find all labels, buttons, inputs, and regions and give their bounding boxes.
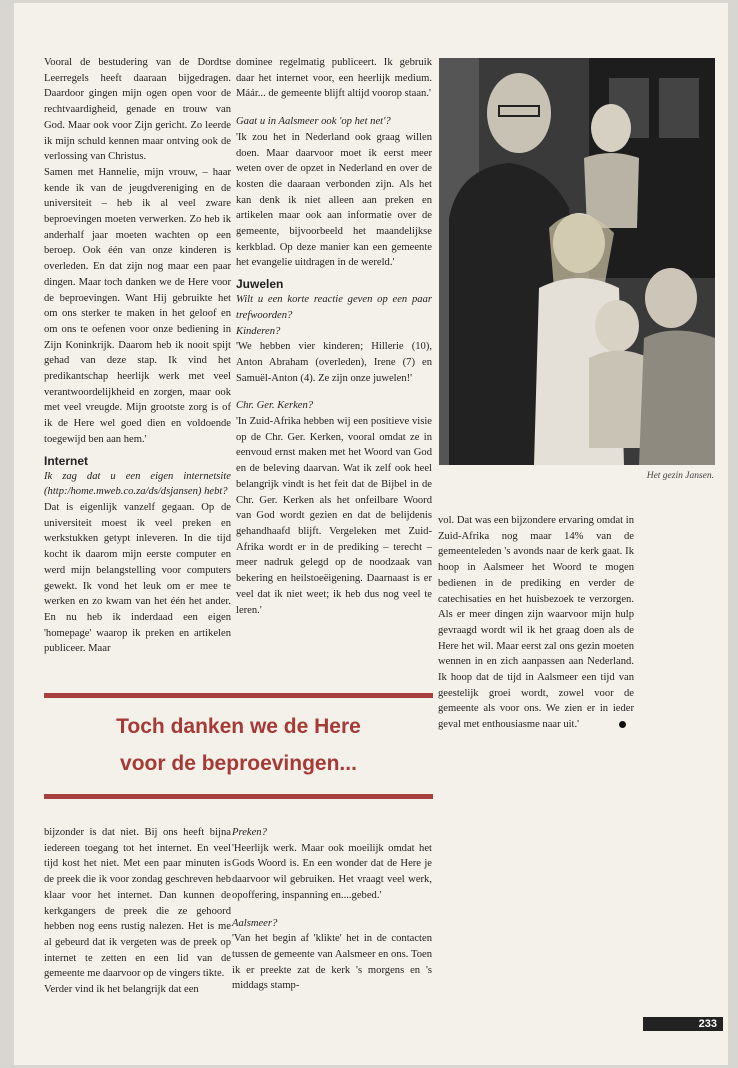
section-heading-juwelen: Juwelen [236, 277, 284, 292]
paragraph: Dat is eigenlijk vanzelf gegaan. Op de universiteit moest ik veel preken en werkstukken getypt inleveren. In die tijd kocht ik daarom mijn eerste computer en werd mijn belangstelling voor computers gewekt. Ik vond het leuk om er mee te werken en zo kwam van het één het ander. En nu heb ik inderdaad een eigen 'homepage' waarop ik preken en artikelen publiceer. Maar [44, 501, 231, 655]
paragraph [438, 513, 634, 733]
paragraph: 'Ik zou het in Nederland ook graag willen doen. Maar daarvoor moet ik eerst meer weten over de opzet in Nederland en over de kosten die daaraan verbonden zijn. Als het kan denk ik niet alleen aan preken en artikelen maar ook aan informatie over de gemeente, bijvoorbeeld het maandelijkse kerkblad. Op deze manier kan een gemeente het evangelie uitdragen in de wereld.' [236, 131, 432, 269]
interview-question: Aalsmeer? [232, 917, 278, 929]
paragraph: Verder vind ik het belangrijk dat een [44, 984, 199, 996]
photo-caption: Het gezin Jansen. [646, 471, 714, 481]
column-3 [438, 513, 634, 733]
paragraph: bijzonder is dat niet. Bij ons heeft bijna iedereen toegang tot het internet. En veel tijd kost het niet. Met een paar minuten is de preek die ik voor zondag geschreven heb klaar voor het internet. Dan kunnen de kerkgangers de preek die ze gehoord hebben nog eens rustig nalezen. Het is me al gebeurd dat ik vergeten was de preek op internet te zetten en een lid van de gemeente me daarvoor op de vingers tikte. [44, 827, 231, 980]
interview-question: Wilt u een korte reactie geven op een paar trefwoorden? [236, 294, 432, 321]
paragraph: 'Van het begin af 'klikte' het in de contacten tussen de gemeente van Aalsmeer en ons. Toen ik er preekte zat de kerk 's morgens en 's middags stamp- [232, 933, 432, 992]
column-2 [236, 55, 432, 618]
family-photo [439, 58, 715, 465]
interview-question: Kinderen? [236, 325, 281, 337]
pullquote-line-1: Toch danken we de Here [116, 715, 361, 738]
interview-question: Chr. Ger. Kerken? [236, 400, 314, 412]
interview-question: Ik zag dat u een eigen internetsite (http:/home.mweb.co.za/ds/dsjansen) hebt? [44, 470, 231, 498]
interview-question: Preken? [232, 827, 267, 838]
pullquote-line-2: voor de beproevingen... [120, 752, 357, 775]
section-heading-internet: Internet [44, 453, 89, 468]
paragraph: 'In Zuid-Afrika hebben wij een positieve visie op de Chr. Ger. Kerken, vooral omdat ze in eenvoud ernst maken met het Woord van God en de beleving daarvan. Wat ik zelf ook heel belangrijk vindt is het feit dat de Bijbel in de Chr. Ger. Kerken als het onfeilbare Woord van God wordt gezien en dat de belijdenis gehandhaafd blijft. Vergeleken met Zuid-Afrika wordt er in de prediking – terecht – meer nadruk gelegd op de noodzaak van bekering en heilstoeëigening. Daarnaast is er veel dat ik niet weet; ik heb dus nog veel te leren.' [236, 416, 432, 616]
paragraph: Vooral de bestudering van de Dordtse Leerregels heeft daaraan bijgedragen. Daardoor gingen mijn ogen open voor de rechtvaardigheid, genade en trouw van God. Maar ook voor Zijn gericht. Zo leerde ik mijn schuld kennen maar ontving ook de verlossing van Christus. [44, 57, 231, 163]
pullquote [44, 708, 433, 782]
page-number: 233 [643, 1017, 723, 1031]
end-mark-icon [619, 721, 626, 728]
paragraph: 'Heerlijk werk. Maar ook moeilijk omdat het Gods Woord is. En een wonder dat de Here je daarvoor wil gebruiken. Het vraagt veel werk, opoffering, inspanning en....gebed.' [232, 842, 432, 901]
column-4 [44, 825, 231, 998]
pullquote-rule-top [44, 693, 433, 698]
interview-question: Gaat u in Aalsmeer ook 'op het net'? [236, 116, 391, 128]
paragraph: 'We hebben vier kinderen; Hillerie (10), Anton Abraham (overleden), Irene (7) en Samuël-Anton (4). Ze zijn onze juwelen!' [236, 341, 432, 384]
column-1 [44, 55, 231, 657]
pullquote-rule-bottom [44, 794, 433, 799]
column-5 [232, 825, 432, 994]
paragraph: Samen met Hannelie, mijn vrouw, – haar kende ik van de jeugdvereniging en de universiteit – heb ik al veel zware beproevingen moeten verwerken. Zo heb ik anderhalf jaar moeten wachten op een beroep. Ook één van onze kinderen is overleden. En dat zijn nog maar een paar dingen. Maar toch danken we de Here voor de beproevingen. Want Hij gebruikte het om ons sterker te maken in het geloof en om ons te oefenen voor onze bediening in Zijn Koninkrijk. Daarom heb ik nooit spijt gehad van deze stap. Ik vind het predikantschap heerlijk werk met veel verantwoordelijkheid en zorgen, maar ook met veel vreugde. Mijn grootste zorg is of ik de Here wel goed dien en voldoende toegewijd ben aan hem.' [44, 166, 231, 445]
paragraph-text: vol. Dat was een bijzondere ervaring omdat in Zuid-Afrika nog maar 14% van de gemeenteleden 's avonds naar de kerk gaat. Ik hoop in Aalsmeer het Woord te mogen bedienen in de prediking en verder de catechisaties en het huisbezoek te verzorgen. Als er meer dingen zijn waarvoor mijn hulp gevraagd wordt wil ik het graag doen als de Here het wil. Maar eerst zal ons gezin moeten wennen in en zich aanpassen aan Nederland. Ik hoop dat de tijd in Aalsmeer een tijd van geestelijk groei wordt, zowel voor de gemeente als voor ons. We zien er in ieder geval met enthousiasme naar uit.' [438, 515, 634, 731]
magazine-page [14, 3, 728, 1065]
paragraph: dominee regelmatig publiceert. Ik gebruik daar het internet voor, een heerlijk medium. Máár... de gemeente blijft altijd voorop staan.' [236, 57, 432, 100]
family-photo-image [439, 58, 715, 465]
